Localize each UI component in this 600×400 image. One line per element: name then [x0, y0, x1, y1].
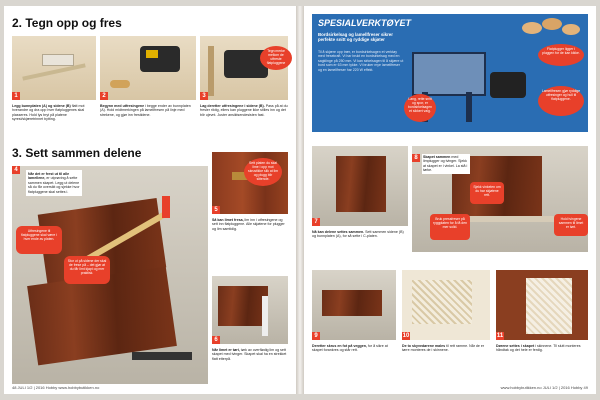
photo-router	[100, 36, 196, 100]
caption-step-5: Så kan limet fresa, lim inn i utfresingene og sett inn flatpluggene. Alle skjøtene for plugger og lim samtidig.	[212, 218, 285, 231]
step-number: 11	[496, 333, 504, 339]
step-number: 8	[412, 154, 420, 162]
step-number: 1	[12, 92, 20, 100]
tip-bubble: Lang, rette snitt og spor, er bordsirkelsagen et sikkert valg.	[404, 94, 436, 122]
tip-bubble: Lamellfresen gjør ryddige utfresinger og hull til flatpluggene.	[538, 86, 584, 116]
step-number: 2	[100, 92, 108, 100]
page-footer: www.hobbybutikken.no JULI 1/2 | 2016 Hobby 49	[500, 385, 588, 390]
caption-step-2: Begynn med utfresingene i begge ender av bunnplaten (A). Hold midtmerkingen på lamellfresen på linje med strekene, og gjør inn frestidene.	[100, 104, 191, 117]
caption-step-4: Når det er frest ut til alle lamellene, er utprøving å sette sammen skapet. Legg ut delene så du får oversikt og sjekke hvor flatpluggene skal settes i.	[26, 170, 82, 196]
caption-step-3: Lag deretter utfresingene i sidene (B). Pass på at du fresler riktig, ellers kan pluggene ikke stilles inn og det blir ujevnt. Juster ansiktsendesisten fast.	[200, 104, 288, 117]
tip-bubble: Sjekk vinkelen om du har skjøtene rett.	[470, 182, 504, 204]
table-saw	[412, 52, 486, 96]
step-number: 7	[312, 218, 320, 226]
step-number: 5	[212, 206, 220, 214]
caption-step-9: Deretter skrus en fot på veggen, for å sikre at skapet forankres og står rett.	[312, 344, 388, 353]
tip-bubble: Tegn merke mellom de utfreste flatpluggene	[260, 46, 292, 70]
gutter	[296, 6, 304, 394]
step-number: 4	[12, 166, 20, 174]
box-lead: Bordsirkelsag og lamellfreser sikrer perfekte snitt og ryddige skjøter	[318, 32, 393, 43]
tip-bubble: Stor ut på sidene der skal de frese på – det gjør at du får limt kjapt og mer praktisk.	[64, 256, 110, 284]
caption-step-10: De to skyvedørene males til rett ramme. Når de er tørre monteres de i skinnene.	[402, 344, 485, 353]
special-tools-box	[312, 14, 588, 132]
tip-bubble: Utfresingene til flatpluggene skal være i hver ende av platen.	[16, 226, 62, 254]
step-number: 6	[212, 336, 220, 344]
step-number: 3	[200, 92, 208, 100]
biscuit	[542, 18, 562, 30]
caption-step-8: Skapet sammen med limplugger og tvinger. Sjekk at skapet er i vinkel. La stå i tørke.	[422, 154, 470, 174]
caption-step-1: Legg bunnplaten (A) og sidene (B) flatt mot hverandre og dra opp hver flatpluggenes skal plasseres. Hold lys bryt på platene syresi/skjæretrinnet bytting.	[12, 104, 85, 122]
biscuit	[562, 24, 580, 35]
step-number: 9	[312, 332, 320, 340]
photo-doors-mounted	[496, 270, 588, 340]
caption-step-7: Nå kan delene settes sammen. Sett sammen sidene (B) og bunnplaten (A), for så sette i C-platen.	[312, 230, 404, 239]
tip-bubble: Sett platen du skal lime i opp mot skrustikke slik at lim og plugg blir sittende.	[244, 158, 282, 186]
right-page	[304, 6, 596, 394]
tip-bubble: Flatplugger ligger i pluggen for de kan kikke.	[538, 44, 584, 66]
section-3-title: 3. Sett sammen delene	[12, 146, 142, 160]
photo-feet	[312, 270, 396, 340]
tip-bubble: Bruk pressfreser på ryggplaten for å få den mer solid.	[430, 214, 470, 240]
left-page	[4, 6, 296, 394]
saw-leg	[466, 92, 472, 122]
section-2-title: 2. Tegn opp og fres	[12, 16, 122, 30]
box-title: SPESIALVERKTØYET	[318, 18, 412, 28]
caption-step-6: Når limet er tørt, tørk av overflødig lim og sett skapet med tvinger. Skapet skal ha en strekket flatt etterpå.	[212, 348, 287, 361]
photo-cabinet-assembly	[312, 146, 408, 226]
box-text: Til å skjære opp trær, er bordsirkelsagen et verktøy med fresekraft. Vi har brukt en bordsirkelsag med en sagklinge på 250 mm. Vi kan sirkelsagen til å skjære ut bord som er 63 mm tykke. Vi bruker mye lamellfreser og en lamellfreser har 220 W effekt.	[318, 50, 404, 72]
photo-doors-paint	[402, 270, 490, 340]
biscuit-joiner	[490, 72, 526, 98]
step-number: 10	[402, 333, 410, 339]
tip-bubble: Hold tvingene sammen til limet er tørt.	[554, 214, 588, 236]
page-footer: 48 JULI 1/2 | 2016 Hobby www.hobbybutikken.no	[12, 385, 100, 390]
caption-step-11: Dørene settes i skapet i skinnene. Til slutt monteres håndtak og det hele er ferdig.	[496, 344, 581, 353]
photo-assembly-layout	[12, 166, 208, 384]
photo-measure	[12, 36, 96, 100]
biscuit	[522, 22, 542, 34]
photo-clamps	[212, 276, 288, 344]
